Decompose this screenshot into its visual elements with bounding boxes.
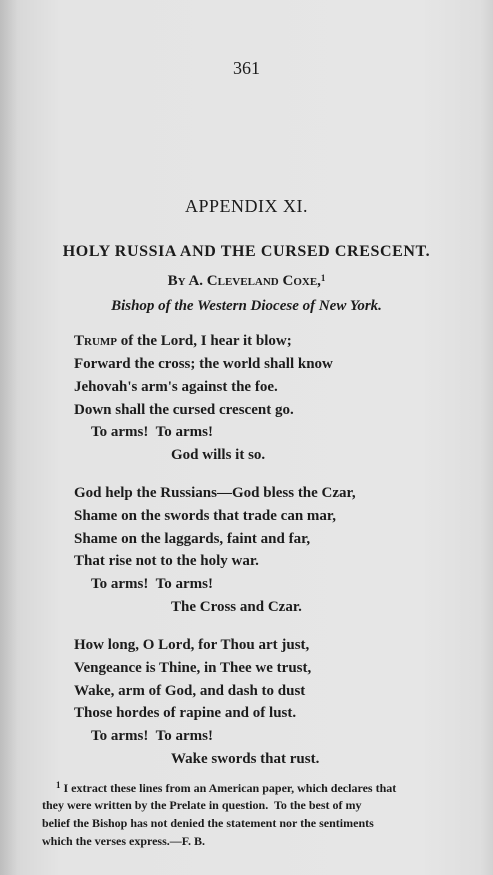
verse-line: Shame on the swords that trade can mar, bbox=[74, 508, 336, 524]
verse-line: Vengeance is Thine, in Thee we trust, bbox=[74, 660, 312, 676]
verse-refrain-end: God wills it so. bbox=[171, 447, 266, 463]
verse-refrain: To arms! To arms! bbox=[91, 576, 213, 592]
verse-line: Forward the cross; the world shall know bbox=[74, 356, 333, 372]
author-line bbox=[0, 273, 493, 290]
author-name: By A. Cleveland Coxe, bbox=[167, 273, 321, 289]
page-number: 361 bbox=[233, 58, 260, 78]
appendix-heading: APPENDIX XI. bbox=[185, 196, 308, 216]
verse-line: Trump of the Lord, I hear it blow; bbox=[74, 333, 292, 349]
footnote-line: which the verses express.—F. B. bbox=[42, 834, 205, 848]
footnote-line: $^1$ I extract these lines from an American paper, which declares that bbox=[56, 780, 397, 795]
verse-refrain: To arms! To arms! bbox=[91, 424, 213, 440]
verse-refrain-end: Wake swords that rust. bbox=[171, 751, 320, 767]
poem-title: HOLY RUSSIA AND THE CURSED CRESCENT. bbox=[62, 243, 431, 260]
verse-line: Wake, arm of God, and dash to dust bbox=[74, 683, 306, 699]
verse-line: That rise not to the holy war. bbox=[74, 553, 259, 569]
verse-refrain: To arms! To arms! bbox=[91, 728, 213, 744]
verse-first-word: Trump bbox=[74, 333, 117, 349]
footnote-marker: 1 bbox=[56, 780, 61, 790]
footnote-line: belief the Bishop has not denied the statement nor the sentiments bbox=[42, 816, 374, 830]
author-footnote-marker: 1 bbox=[320, 273, 326, 283]
verse-line: Those hordes of rapine and of lust. bbox=[74, 705, 297, 721]
author-position: Bishop of the Western Diocese of New York. bbox=[111, 298, 382, 314]
verse-line: How long, O Lord, for Thou art just, bbox=[74, 637, 310, 653]
verse-line: God help the Russians—God bless the Czar, bbox=[74, 485, 356, 501]
verse-line: Shame on the laggards, faint and far, bbox=[74, 531, 311, 547]
footnote-line: they were written by the Prelate in question. To the best of my bbox=[42, 798, 362, 812]
verse-line: Down shall the cursed crescent go. bbox=[74, 402, 294, 418]
verse-refrain-end: The Cross and Czar. bbox=[171, 599, 302, 615]
verse-line: Jehovah's arm's against the foe. bbox=[74, 379, 278, 395]
